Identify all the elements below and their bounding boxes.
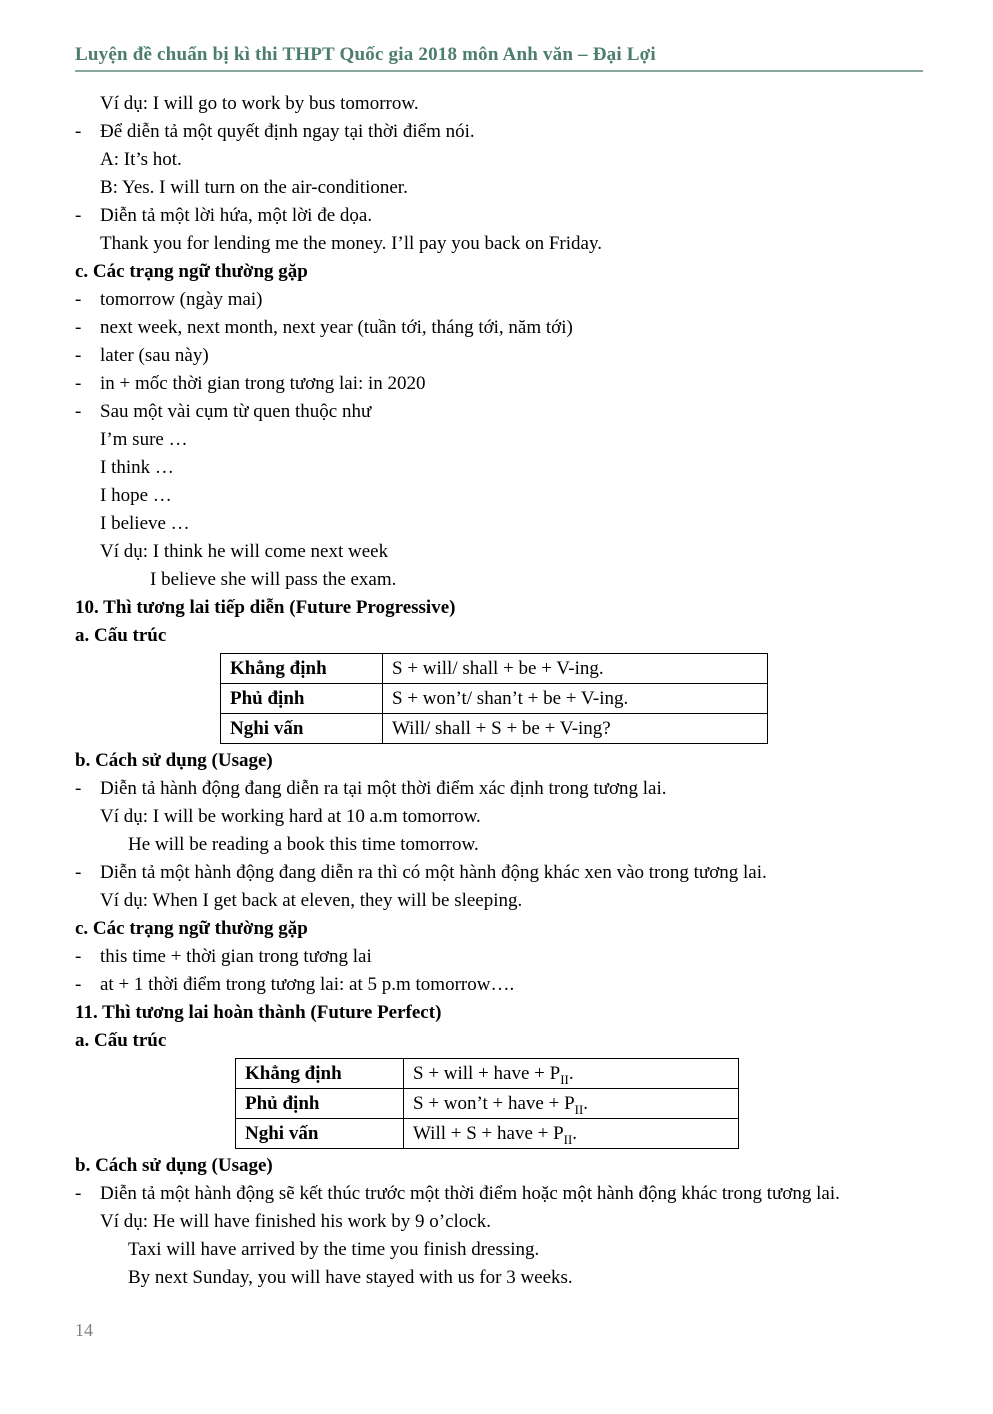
text-line: I hope … bbox=[100, 485, 172, 506]
bullet-text: Diễn tả hành động đang diễn ra tại một thời điểm xác định trong tương lai. bbox=[100, 778, 667, 799]
bullet-line bbox=[75, 859, 923, 887]
grammar-table-row bbox=[221, 654, 768, 684]
text-line: I believe … bbox=[100, 513, 190, 534]
bullet-text: Diễn tả một lời hứa, một lời đe dọa. bbox=[100, 205, 373, 226]
grammar-form-label-cell: Nghi vấn bbox=[236, 1119, 404, 1149]
grammar-structure-cell bbox=[404, 1089, 739, 1119]
section-heading: c. Các trạng ngữ thường gặp bbox=[75, 918, 308, 939]
bullet-text: tomorrow (ngày mai) bbox=[100, 289, 263, 310]
text-line: I’m sure … bbox=[100, 429, 188, 450]
page-header bbox=[75, 44, 923, 72]
grammar-table-row bbox=[221, 684, 768, 714]
bullet-text: Diễn tả một hành động sẽ kết thúc trước một thời điểm hoặc một hành động khác trong tương lai. bbox=[100, 1183, 840, 1204]
bullet-line bbox=[75, 943, 923, 971]
bullet-line bbox=[75, 314, 923, 342]
grammar-table-row bbox=[236, 1059, 739, 1089]
document-content bbox=[75, 90, 923, 1292]
text-line: Ví dụ: When I get back at eleven, they will be sleeping. bbox=[100, 890, 523, 911]
bullet-line bbox=[75, 342, 923, 370]
dash-bullet: - bbox=[75, 1183, 82, 1204]
bullet-line bbox=[75, 118, 923, 146]
grammar-structure-cell bbox=[404, 1059, 739, 1089]
text-line: I believe she will pass the exam. bbox=[150, 569, 397, 590]
bullet-text: this time + thời gian trong tương lai bbox=[100, 946, 372, 967]
dash-bullet: - bbox=[75, 317, 82, 338]
text-line: By next Sunday, you will have stayed with us for 3 weeks. bbox=[128, 1267, 573, 1288]
header-title: Luyện đề chuẩn bị kì thi THPT Quốc gia 2018 môn Anh văn – Đại Lợi bbox=[75, 44, 656, 65]
grammar-table-row bbox=[236, 1089, 739, 1119]
structure-text: Will/ shall + S + be + V-ing? bbox=[392, 717, 611, 739]
page-number: 14 bbox=[75, 1320, 93, 1340]
text-line: Ví dụ: I think he will come next week bbox=[100, 541, 389, 562]
bullet-line bbox=[75, 1180, 923, 1208]
bullet-text: next week, next month, next year (tuần tới, tháng tới, năm tới) bbox=[100, 317, 573, 338]
grammar-form-label-cell: Phủ định bbox=[221, 684, 383, 714]
grammar-structure-cell bbox=[383, 654, 768, 684]
structure-text: . bbox=[583, 1092, 588, 1114]
bullet-line bbox=[75, 775, 923, 803]
bullet-text: Để diễn tả một quyết định ngay tại thời điểm nói. bbox=[100, 121, 475, 142]
bullet-line bbox=[75, 971, 923, 999]
section-heading: b. Cách sử dụng (Usage) bbox=[75, 1155, 273, 1176]
structure-text: . bbox=[572, 1122, 578, 1144]
dash-bullet: - bbox=[75, 401, 82, 422]
text-line: Taxi will have arrived by the time you finish dressing. bbox=[128, 1239, 540, 1260]
dash-bullet: - bbox=[75, 205, 82, 226]
subscript-text: II bbox=[574, 1101, 584, 1117]
bullet-text: Diễn tả một hành động đang diễn ra thì có một hành động khác xen vào trong tương lai. bbox=[100, 862, 767, 883]
structure-text: . bbox=[568, 1062, 574, 1084]
text-line: He will be reading a book this time tomorrow. bbox=[128, 834, 479, 855]
dash-bullet: - bbox=[75, 778, 82, 799]
structure-text: S + won’t/ shan’t + be + V-ing. bbox=[392, 687, 629, 709]
text-line: Ví dụ: He will have finished his work by 9 o’clock. bbox=[100, 1211, 492, 1232]
text-line: Ví dụ: I will go to work by bus tomorrow. bbox=[100, 93, 419, 114]
structure-text: Will + S + have + P bbox=[413, 1122, 564, 1144]
dash-bullet: - bbox=[75, 946, 82, 967]
grammar-structure-cell bbox=[383, 684, 768, 714]
subscript-text: II bbox=[560, 1071, 569, 1087]
grammar-form-label-cell: Khẳng định bbox=[236, 1059, 404, 1089]
grammar-table-row bbox=[236, 1119, 739, 1149]
section-heading: c. Các trạng ngữ thường gặp bbox=[75, 261, 308, 282]
grammar-form-label-cell: Phủ định bbox=[236, 1089, 404, 1119]
bullet-line bbox=[75, 370, 923, 398]
dash-bullet: - bbox=[75, 345, 82, 366]
grammar-form-label-cell: Khẳng định bbox=[221, 654, 383, 684]
structure-text: S + will + have + P bbox=[413, 1062, 561, 1084]
section-heading: 11. Thì tương lai hoàn thành (Future Perfect) bbox=[75, 1002, 442, 1023]
dash-bullet: - bbox=[75, 974, 82, 995]
bullet-text: Sau một vài cụm từ quen thuộc như bbox=[100, 401, 372, 422]
dash-bullet: - bbox=[75, 289, 82, 310]
bullet-text: in + mốc thời gian trong tương lai: in 2020 bbox=[100, 373, 426, 394]
future-perfect-table bbox=[235, 1058, 739, 1149]
future-progressive-table bbox=[220, 653, 768, 744]
text-line: I think … bbox=[100, 457, 174, 478]
section-heading: a. Cấu trúc bbox=[75, 1030, 167, 1051]
section-heading: a. Cấu trúc bbox=[75, 625, 167, 646]
dash-bullet: - bbox=[75, 121, 82, 142]
dash-bullet: - bbox=[75, 862, 82, 883]
section-heading: 10. Thì tương lai tiếp diễn (Future Progressive) bbox=[75, 597, 456, 618]
grammar-table-row bbox=[221, 714, 768, 744]
text-line: B: Yes. I will turn on the air-conditioner. bbox=[100, 177, 408, 198]
text-line: Ví dụ: I will be working hard at 10 a.m tomorrow. bbox=[100, 806, 481, 827]
grammar-form-label-cell: Nghi vấn bbox=[221, 714, 383, 744]
bullet-line bbox=[75, 202, 923, 230]
bullet-line bbox=[75, 286, 923, 314]
bullet-line bbox=[75, 398, 923, 426]
structure-text: S + will/ shall + be + V-ing. bbox=[392, 657, 604, 679]
grammar-structure-cell bbox=[404, 1119, 739, 1149]
dash-bullet: - bbox=[75, 373, 82, 394]
grammar-structure-cell bbox=[383, 714, 768, 744]
bullet-text: later (sau này) bbox=[100, 345, 209, 366]
bullet-text: at + 1 thời điểm trong tương lai: at 5 p.m tomorrow…. bbox=[100, 974, 515, 995]
text-line: A: It’s hot. bbox=[100, 149, 182, 170]
subscript-text: II bbox=[563, 1131, 573, 1147]
text-line: Thank you for lending me the money. I’ll pay you back on Friday. bbox=[100, 233, 602, 254]
section-heading: b. Cách sử dụng (Usage) bbox=[75, 750, 273, 771]
structure-text: S + won’t + have + P bbox=[413, 1092, 575, 1114]
